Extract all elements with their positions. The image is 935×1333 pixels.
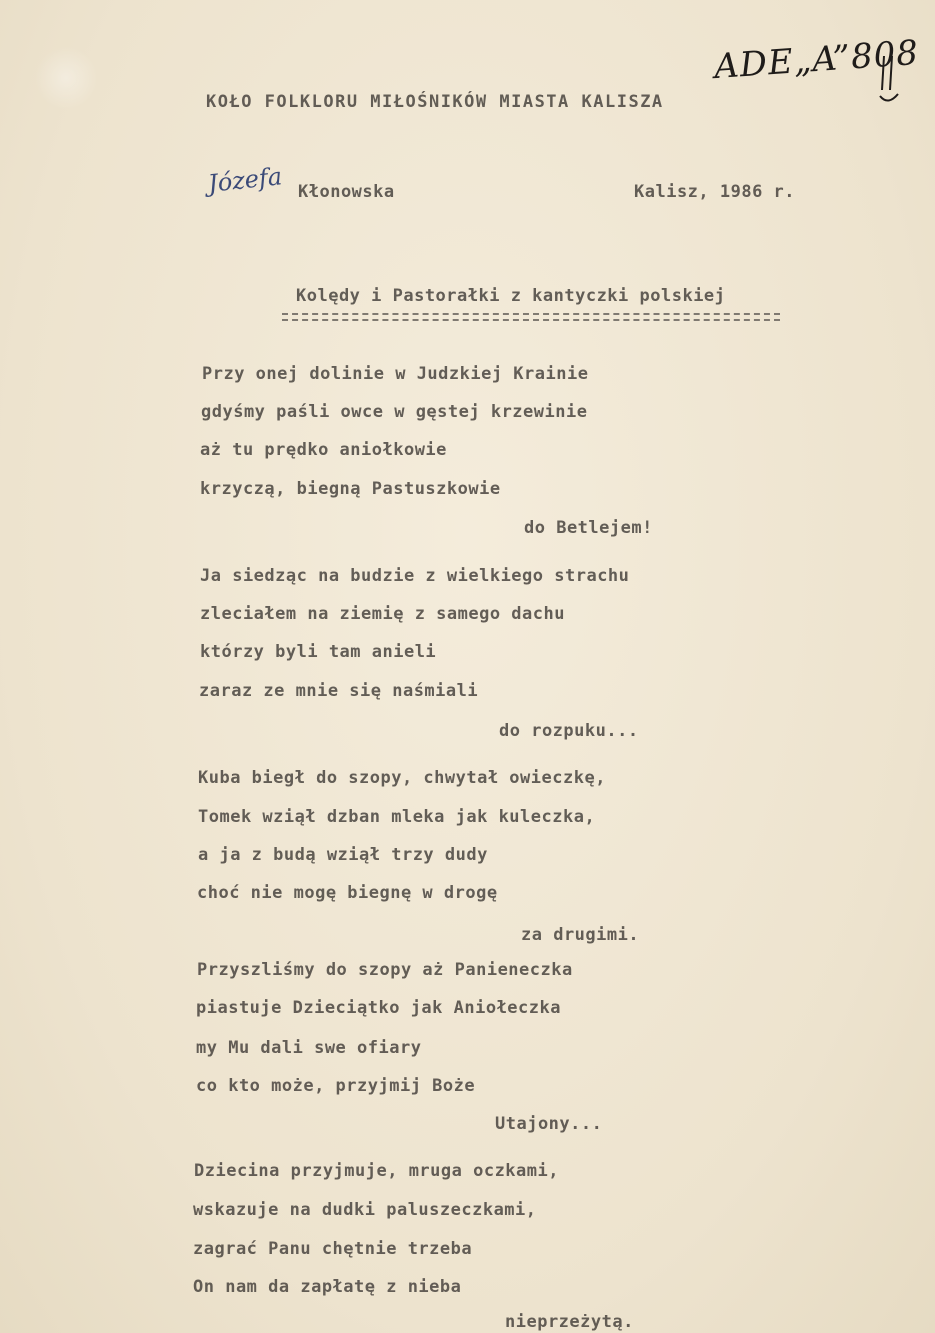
place-date: Kalisz, 1986 r. [634, 182, 796, 202]
verse-line: zaraz ze mnie się naśmiali [199, 681, 479, 701]
verse-line: Kuba biegł do szopy, chwytał owieczkę, [198, 768, 606, 788]
stanza-refrain: do rozpuku... [499, 721, 639, 741]
stanza-refrain: za drugimi. [521, 925, 640, 945]
verse-line: którzy byli tam anieli [200, 642, 437, 662]
verse-line: Dziecina przyjmuje, mruga oczkami, [194, 1161, 559, 1181]
author-first-name: Józefa [206, 162, 284, 198]
verse-line: krzyczą, biegną Pastuszkowie [200, 479, 501, 499]
faded-stamp [34, 46, 98, 110]
verse-line: zleciałem na ziemię z samego dachu [200, 604, 565, 624]
stanza-refrain: Utajony... [495, 1114, 603, 1134]
verse-line: choć nie mogę biegnę w drogę [197, 883, 498, 903]
verse-line: Tomek wziął dzban mleka jak kuleczka, [198, 807, 596, 827]
verse-line: Przy onej dolinie w Judzkiej Krainie [202, 364, 589, 384]
verse-line: gdyśmy paśli owce w gęstej krzewinie [201, 402, 588, 422]
verse-line: aż tu prędko aniołkowie [200, 440, 447, 460]
verse-line: a ja z budą wziął trzy dudy [198, 845, 488, 865]
verse-line: piastuje Dzieciątko jak Aniołeczka [196, 998, 561, 1018]
stanza-refrain: do Betlejem! [524, 518, 653, 538]
verse-line: co kto może, przyjmij Boże [196, 1076, 476, 1096]
stanza-refrain: nieprzeżytą. [505, 1312, 634, 1332]
verse-line: On nam da zapłatę z nieba [193, 1277, 462, 1297]
organization-header: KOŁO FOLKLORU MIŁOŚNIKÓW MIASTA KALISZA [206, 92, 664, 112]
document-title: Kolędy i Pastorałki z kantyczki polskiej [296, 286, 726, 306]
verse-line: wskazuje na dudki paluszeczkami, [193, 1200, 537, 1220]
verse-line: zagrać Panu chętnie trzeba [193, 1239, 473, 1259]
archive-mark-icon [878, 54, 900, 106]
verse-line: my Mu dali swe ofiary [196, 1038, 422, 1058]
author-surname: Kłonowska [298, 182, 395, 202]
verse-line: Ja siedząc na budzie z wielkiego strachu [200, 566, 630, 586]
archive-number: ADE„A”808 [712, 32, 921, 88]
title-underline [282, 313, 780, 321]
verse-line: Przyszliśmy do szopy aż Panieneczka [197, 960, 573, 980]
